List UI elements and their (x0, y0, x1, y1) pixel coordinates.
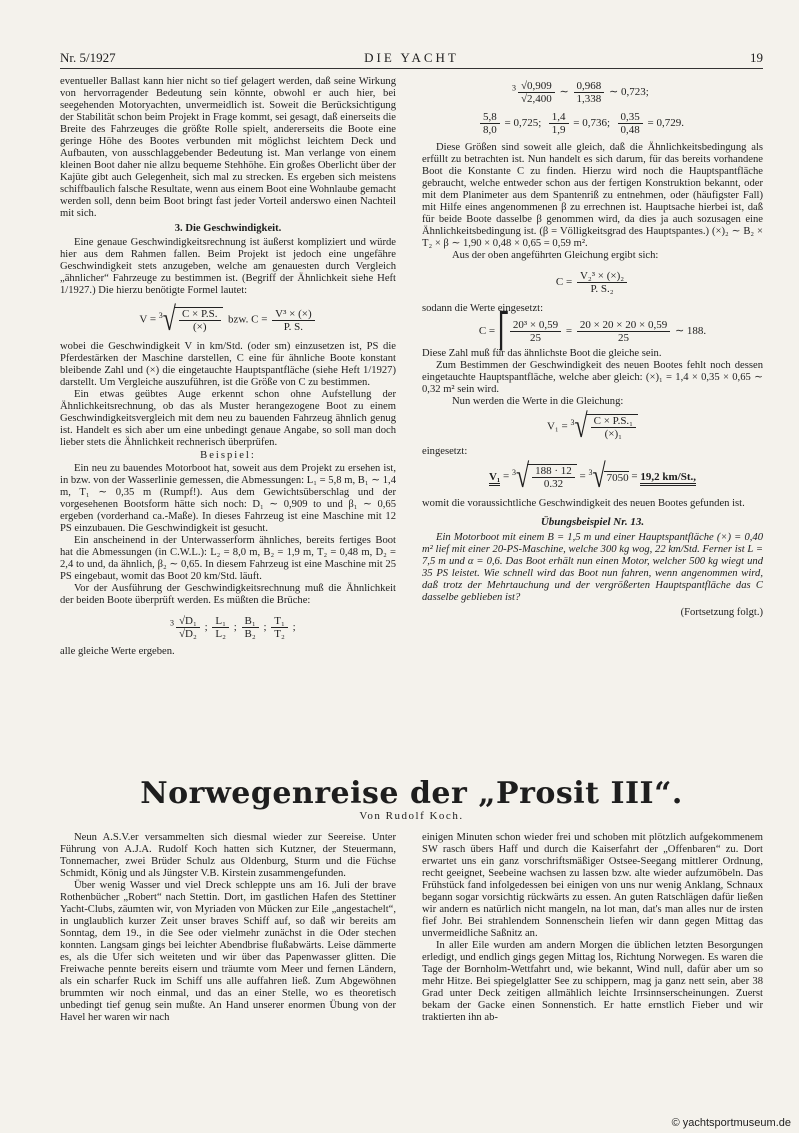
paragraph: Diese Größen sind soweit alle gleich, daß die Ähnlichkeitsbedingung als erfüllt zu betrachten ist. Nun handelt es sich darum, für das bereits vorhandene Boot die Konstante C zu finden. Hierzu wird noch die Hauptspantfläche gebraucht, welche entweder schon aus der fertigen Konstruktion bekannt, oder mit dem Planimeter aus dem Spantenriß zu entnehmen, oder (häufigster Fall) mit Hilfe eines angenommenen β zu errechnen ist. Hauptsache hierbei ist, daß für beide Boote dasselbe β genommen wird, da dies ja auch sozusagen eine Ähnlichkeitsbedingung ist. (β = Völligkeitsgrad des Hauptspantes.) (×)₂ ∼ B₂ × T₂ × β ∼ 1,90 × 0,48 × 0,65 = 0,59 m². (422, 142, 763, 249)
formula-lhs: C = (555, 276, 573, 289)
fraction-value: 5,8 (480, 111, 500, 124)
speed-new-formula (422, 408, 763, 446)
formula-numerator: V₂³ × (×)₂ (577, 270, 627, 283)
exercise-title: Übungsbeispiel Nr. 13. (540, 516, 645, 528)
root-index: 3 (512, 83, 516, 93)
ratio-term: D₁ (185, 615, 197, 627)
ratio-term: B₁ (242, 615, 259, 628)
paragraph: alle gleiche Werte ergeben. (60, 646, 175, 657)
fraction-value: 0,909 (527, 80, 552, 92)
header-rule (60, 68, 763, 69)
formula-denominator: P. S. (283, 320, 304, 333)
formula-value: 7050 (604, 471, 629, 484)
formula-numerator: C × P.S. (179, 308, 221, 321)
right-column (422, 76, 763, 619)
paragraph: eventueller Ballast kann hier nicht so tief gelagert werden, daß seine Wirkung von hervorragender Bedeutung sein könnte, obwohl er auch hier, bei seegehenden Motoryachten, unvermeidlich ist. Soweit die Berücksichtigung der Stabilität schon beim Projekt in Frage kommt, sei gesagt, daß einerseits die Breite des Fahrzeuges die größte Rolle spielt, andererseits die Boote eine geringe Höhe des Bootes verbunden mit möglichst leichtem Deck und Aufbauten, von ausschlaggebender Bedeutung ist. Man verlange von einem kleinen Boot daher nie allzu bequeme Stehhöhe. Ein großes Oberlicht über der Kajüte gibt auch Gelegenheit, sich mal zu strecken. Es ergeben sich meistens schiffbaulich falsche Resultate, wenn aus einem Boot eine Wohnlaube gemacht werden soll, denn beim Boot bringt fast jeder Vorteil anderswo einen Nachteil mit sich. (60, 76, 396, 219)
speed-result-formula: V₁ = $^3$√ $\frac{188 \cdot 12}{0.32}$ = $^3$√7050 = 19,2 km/St., (488, 458, 697, 496)
radical-icon: √ (515, 458, 530, 496)
paragraph: Vor der Ausführung der Geschwindigkeitsrechnung muß die Ähnlichkeit der beiden Boote überprüft werden. Es müßten die Brüche: (60, 583, 396, 606)
formula-numerator: C × P.S.₁ (591, 415, 636, 428)
page-number: 19 (750, 50, 763, 65)
fraction-result: = 0,736; (573, 117, 611, 130)
watermark: © yachtsportmuseum.de (671, 1117, 791, 1129)
formula-alt-lhs: bzw. C = (228, 313, 268, 326)
constant-calc-formula: C = ⎡ $\frac{\text{20³ × 0,59}}{25}$ = $\frac{20 \times 20 \times 20 \times 0,59}{25}$ ∼ 188. (478, 313, 707, 350)
fraction-value: 2,400 (527, 93, 552, 105)
left-column (60, 76, 396, 658)
ratio-results (422, 111, 763, 136)
formula-result: ∼ 188. (674, 325, 707, 338)
paragraph: wobei die Geschwindigkeit V in km/Std. (oder sm) einzusetzen ist, PS die Pferdestärken der Maschine darstellen, C eine für ähnliche Boote konstant bleibende Zahl und (×) die eingetauchte Hauptspantfläche (siehe Heft 1/1927) darstellt. Um Vergleiche auszuführen, ist die Größe von C zu bestimmen. (60, 341, 396, 388)
radical-icon: √ (179, 628, 186, 640)
example-heading: Beispiel: (200, 450, 256, 461)
paragraph: Eine genaue Geschwindigkeitsrechnung ist äußerst kompliziert und würde hier aus dem Rahmen fallen. Beim Projekt ist jedoch eine ungefähre Geschwindigkeit stets anzugeben, welche am genauesten durch Vergleich „ähnlicher“ Fahrzeuge zu bestimmen ist. (Begriff der Ähnlichkeit siehe Heft 1/1927.) Die hierzu benötigte Formel lautet: (60, 237, 396, 296)
formula-denominator: 25 (529, 332, 541, 344)
fraction-value: 1,9 (551, 124, 566, 136)
radical-icon: √ (574, 408, 588, 446)
article-title: Norwegenreise der „Prosit III“. (140, 776, 683, 811)
fraction-value: 0,968 (574, 80, 605, 93)
page-header (60, 50, 763, 68)
fraction-value: 8,0 (483, 124, 497, 136)
formula-denominator: (×)₁ (604, 428, 623, 440)
paragraph: Neun A.S.V.er versammelten sich diesmal wieder zur Seereise. Unter Führung von A.J.A. Rudolf Koch hatten sich Kutzner, der Steuermann, Tonnemacher, zwei Brüder Schulz aus Oldenburg, Sturm und die Füchse Schmidt, König und als Jüngster V.B. Kirstein zusammengefunden. (60, 832, 396, 879)
ratio-term: D₂ (185, 628, 197, 640)
section-heading: 3. Die Geschwindigkeit. (174, 223, 282, 234)
radical-icon: √ (592, 458, 606, 496)
paragraph: Diese Zahl muß für das ähnlichste Boot die gleiche sein. (422, 348, 662, 359)
formula-denominator: 0.32 (543, 478, 564, 490)
exercise-text: Ein Motorboot mit einem B = 1,5 m und einer Hauptspantfläche (×) = 0,40 m² lief mit einer 20-PS-Maschine, welche 300 kg wog, 22 km/Std. Ferner ist L = 7,5 m und α = 0,6. Das Boot erhält nun einen Motor, welcher 500 kg wiegt und 35 PS leistet. Wie schnell wird das Boot nun fahren, wenn angenommen wird, daß trotz der Mehrtauchung und der vergrößerten Hauptspantfläche das C dasselbe geblieben ist? (422, 532, 763, 603)
article-byline: Von Rudolf Koch. (359, 810, 464, 822)
paragraph: sodann die Werte eingesetzt: (422, 303, 544, 314)
ratio-term: L₂ (215, 628, 226, 640)
root-index: 3 (588, 467, 593, 477)
formula-denominator: (×) (192, 321, 207, 333)
fraction-value: 1,4 (549, 111, 569, 124)
paragraph: einigen Minuten schon wieder frei und schoben mit plötzlich aufgekommenem SW rasch übers Haff und durch die Kaiserfahrt der „Offenbaren“ zu. Dort erwartet uns ein ganz vorschriftsmäßiger Ostsee-Seegang mittlerer Ordnung, recht geeignet, Seebeine wachsen zu lassen bzw. alte wieder aufzumöbeln. Das Frühstück fand infolgedessen bei einigen von uns nur wenig Anklang, Schnaux begann sogar vorsichtig rückwärts zu essen. An guten Ratschlägen dafür ließen wir andern es natürlich nicht mangeln, na lot man, dat's man alles nur de irsten fief Johr. Bei strahlendem Sonnenschein liefen wir dann gegen Mittag das unvermeidliche Saßnitz an. (422, 832, 763, 939)
paragraph: womit die voraussichtliche Geschwindigkeit des neuen Bootes gefunden ist. (422, 498, 745, 509)
formula-denominator: 25 (618, 332, 630, 344)
formula-numerator: V³ × (×) (272, 308, 314, 321)
continued-note: (Fortsetzung folgt.) (680, 607, 763, 618)
formula-numerator: 188 · 12 (532, 465, 575, 478)
root-index: 3 (570, 417, 575, 427)
paragraph: Ein neu zu bauendes Motorboot hat, soweit aus dem Projekt zu ersehen ist, in bzw. von der Wasserlinie gemessen, die Abmessungen: L₁ = 5,8 m, B₁ ∼ 1,4 m, T₁ ∼ 0,35 m (Rumpf!). Aus dem Gewichtsüberschlag und der vorgesehenen Bootsform hätte sich noch: D₁ ∼ 0,909 to und β₁ ∼ 0,65 ergeben (vorderhand ca.-Maße). In dieses Fahrzeug ist eine Maschine mit 12 PS einzubauen. Die Geschwindigkeit ist gesucht. (60, 463, 396, 534)
constant-formula (422, 270, 763, 295)
formula-lhs: V₁ = (546, 420, 568, 433)
ratio-term: T₁ (271, 615, 288, 628)
formula-numerator: 20³ × 0,59 (510, 319, 561, 332)
formula-lhs: V = (139, 313, 157, 326)
formula-denominator: P. S.₂ (590, 283, 614, 295)
paragraph: Ein anscheinend in der Unterwasserform ähnliches, bereits fertiges Boot hat die Abmessungen (in C.W.L.): L₂ = 8,0 m, B₂ = 1,9 m, T₂ = 0,48 m, D₂ = 2,4 to und, da ähnlich, β₂ ∼ 0,65. In diesem Fahrzeug ist eine Maschine mit 25 PS eingebaut, womit das Boot 20 km/Std. läuft. (60, 535, 396, 582)
ratio-formula: $^3$ $\frac{\text{√D₁}}{\text{√D₂}}$ ; $\frac{\text{L₁}}{\text{L₂}}$ ; $\frac{\text{B₁}}{\text{B₂}}$ ; $\frac{\text{T₁}}{\text{T₂}}$ ; (170, 615, 296, 640)
root-index: 3 (170, 618, 174, 628)
paragraph: Über wenig Wasser und viel Dreck schleppte uns am 16. Juli der brave Rothenbücher „Robert“ nach Stettin. Dort, im gastlichen Hafen des Stettiner Yacht-Clubs, zäumten wir, von Myriaden von Mücken zur Eile „angestachelt“, in unglaublich kurzer Zeit unser braves Schiff auf, so daß wir bereits am Sonntag, dem 19., in die See oder vielmehr zunächst in die Oder stechen konnten. Langsam gings bei leichter Abendbrise flußabwärts. Leise dämmerte es, als die Ufer sich weiteten und wir über das Papenwasser glitten. Die Freiwache pennte bereits eisern und träumte vom Meer und fernen Ländern, als ein scharfer Ruck im Schiff uns alle auffahren ließ. Zum Abgewöhnen brummten wir noch einmal, und das an einer Stelle, wo es theoretisch unbedingt tief genug sein mußte. An Hand unserer enormen Übung von der Havel her waren wir nach (60, 880, 396, 1023)
formula-lhs: V₁ (489, 471, 500, 486)
paragraph: Zum Bestimmen der Geschwindigkeit des neuen Bootes fehlt noch dessen eingetauchte Hauptspantfläche, welche aber gleich: (×)₁ = 1,4 × 0,35 × 0,65 ∼ 0,32 m² sein wird. (422, 360, 763, 395)
paragraph: Nun werden die Werte in die Gleichung: (452, 396, 624, 407)
paragraph: Ein etwas geübtes Auge erkennt schon ohne Aufstellung der Ähnlichkeitsrechnung, ob das als Muster herangezogene Boot zu einem Geschwindigkeitsvergleich mit dem neu zu bauenden Fahrzeug ähnlich genug ist. Handelt es sich aber um eine unbedingt genaue Angabe, so soll man doch lieber stets die Ähnlichkeit rechnerisch überprüfen. (60, 389, 396, 448)
fraction-value: 0,35 (618, 111, 643, 124)
ratio-term: T₂ (274, 628, 285, 640)
radical-icon: √ (162, 301, 176, 339)
fraction-value: 1,338 (576, 93, 602, 105)
paragraph: In aller Eile wurden am andern Morgen die üblichen letzten Besorgungen erledigt, und endlich gings gegen Mittag los, Richtung Norwegen. Es waren die Tage der Bornholm-Wettfahrt und, wie bekannt, Wind null, dafür aber um so mehr Hitze. Bei spiegelglatter See zu schippern, mag ja ganz nett sein, aber 38 Grad unter Deck zeitigen allmählich leichte Irrsinnserscheinungen. Zuerst bekam der Gacke einen Sonnenstich. Er hatte ernstlich Fieber und wir traktierten ihn ab- (422, 940, 763, 1023)
ratio-term: L₁ (212, 615, 229, 628)
fraction-value: 0,48 (620, 124, 640, 136)
root-ratio-formula: $^3$ $\frac{√0,909}{√2,400}$ ∼ $\frac{0,968}{1,338}$ ∼ 0,723; (512, 80, 649, 105)
formula-result: 19,2 km/St., (640, 471, 696, 486)
paragraph: Aus der oben angeführten Gleichung ergibt sich: (452, 250, 659, 261)
article-right-column (422, 832, 763, 1024)
root-index: 3 (511, 467, 516, 477)
issue-number: Nr. 5/1927 (60, 50, 116, 65)
article-left-column (60, 832, 396, 1024)
magazine-title: DIE YACHT (364, 50, 459, 65)
speed-formula (60, 301, 396, 339)
formula-numerator: 20 × 20 × 20 × 0,59 (577, 319, 670, 332)
radical-icon: ⎡ (497, 313, 510, 350)
ratio-term: B₂ (244, 628, 256, 640)
radical-icon: √ (179, 615, 186, 627)
fraction-result: = 0,729. (647, 117, 684, 130)
fraction-result: 0,723; (620, 86, 649, 99)
root-index: 3 (158, 310, 163, 320)
paragraph: eingesetzt: (422, 446, 468, 457)
fraction-result: = 0,725; (504, 117, 542, 130)
formula-lhs: C = (478, 325, 496, 338)
